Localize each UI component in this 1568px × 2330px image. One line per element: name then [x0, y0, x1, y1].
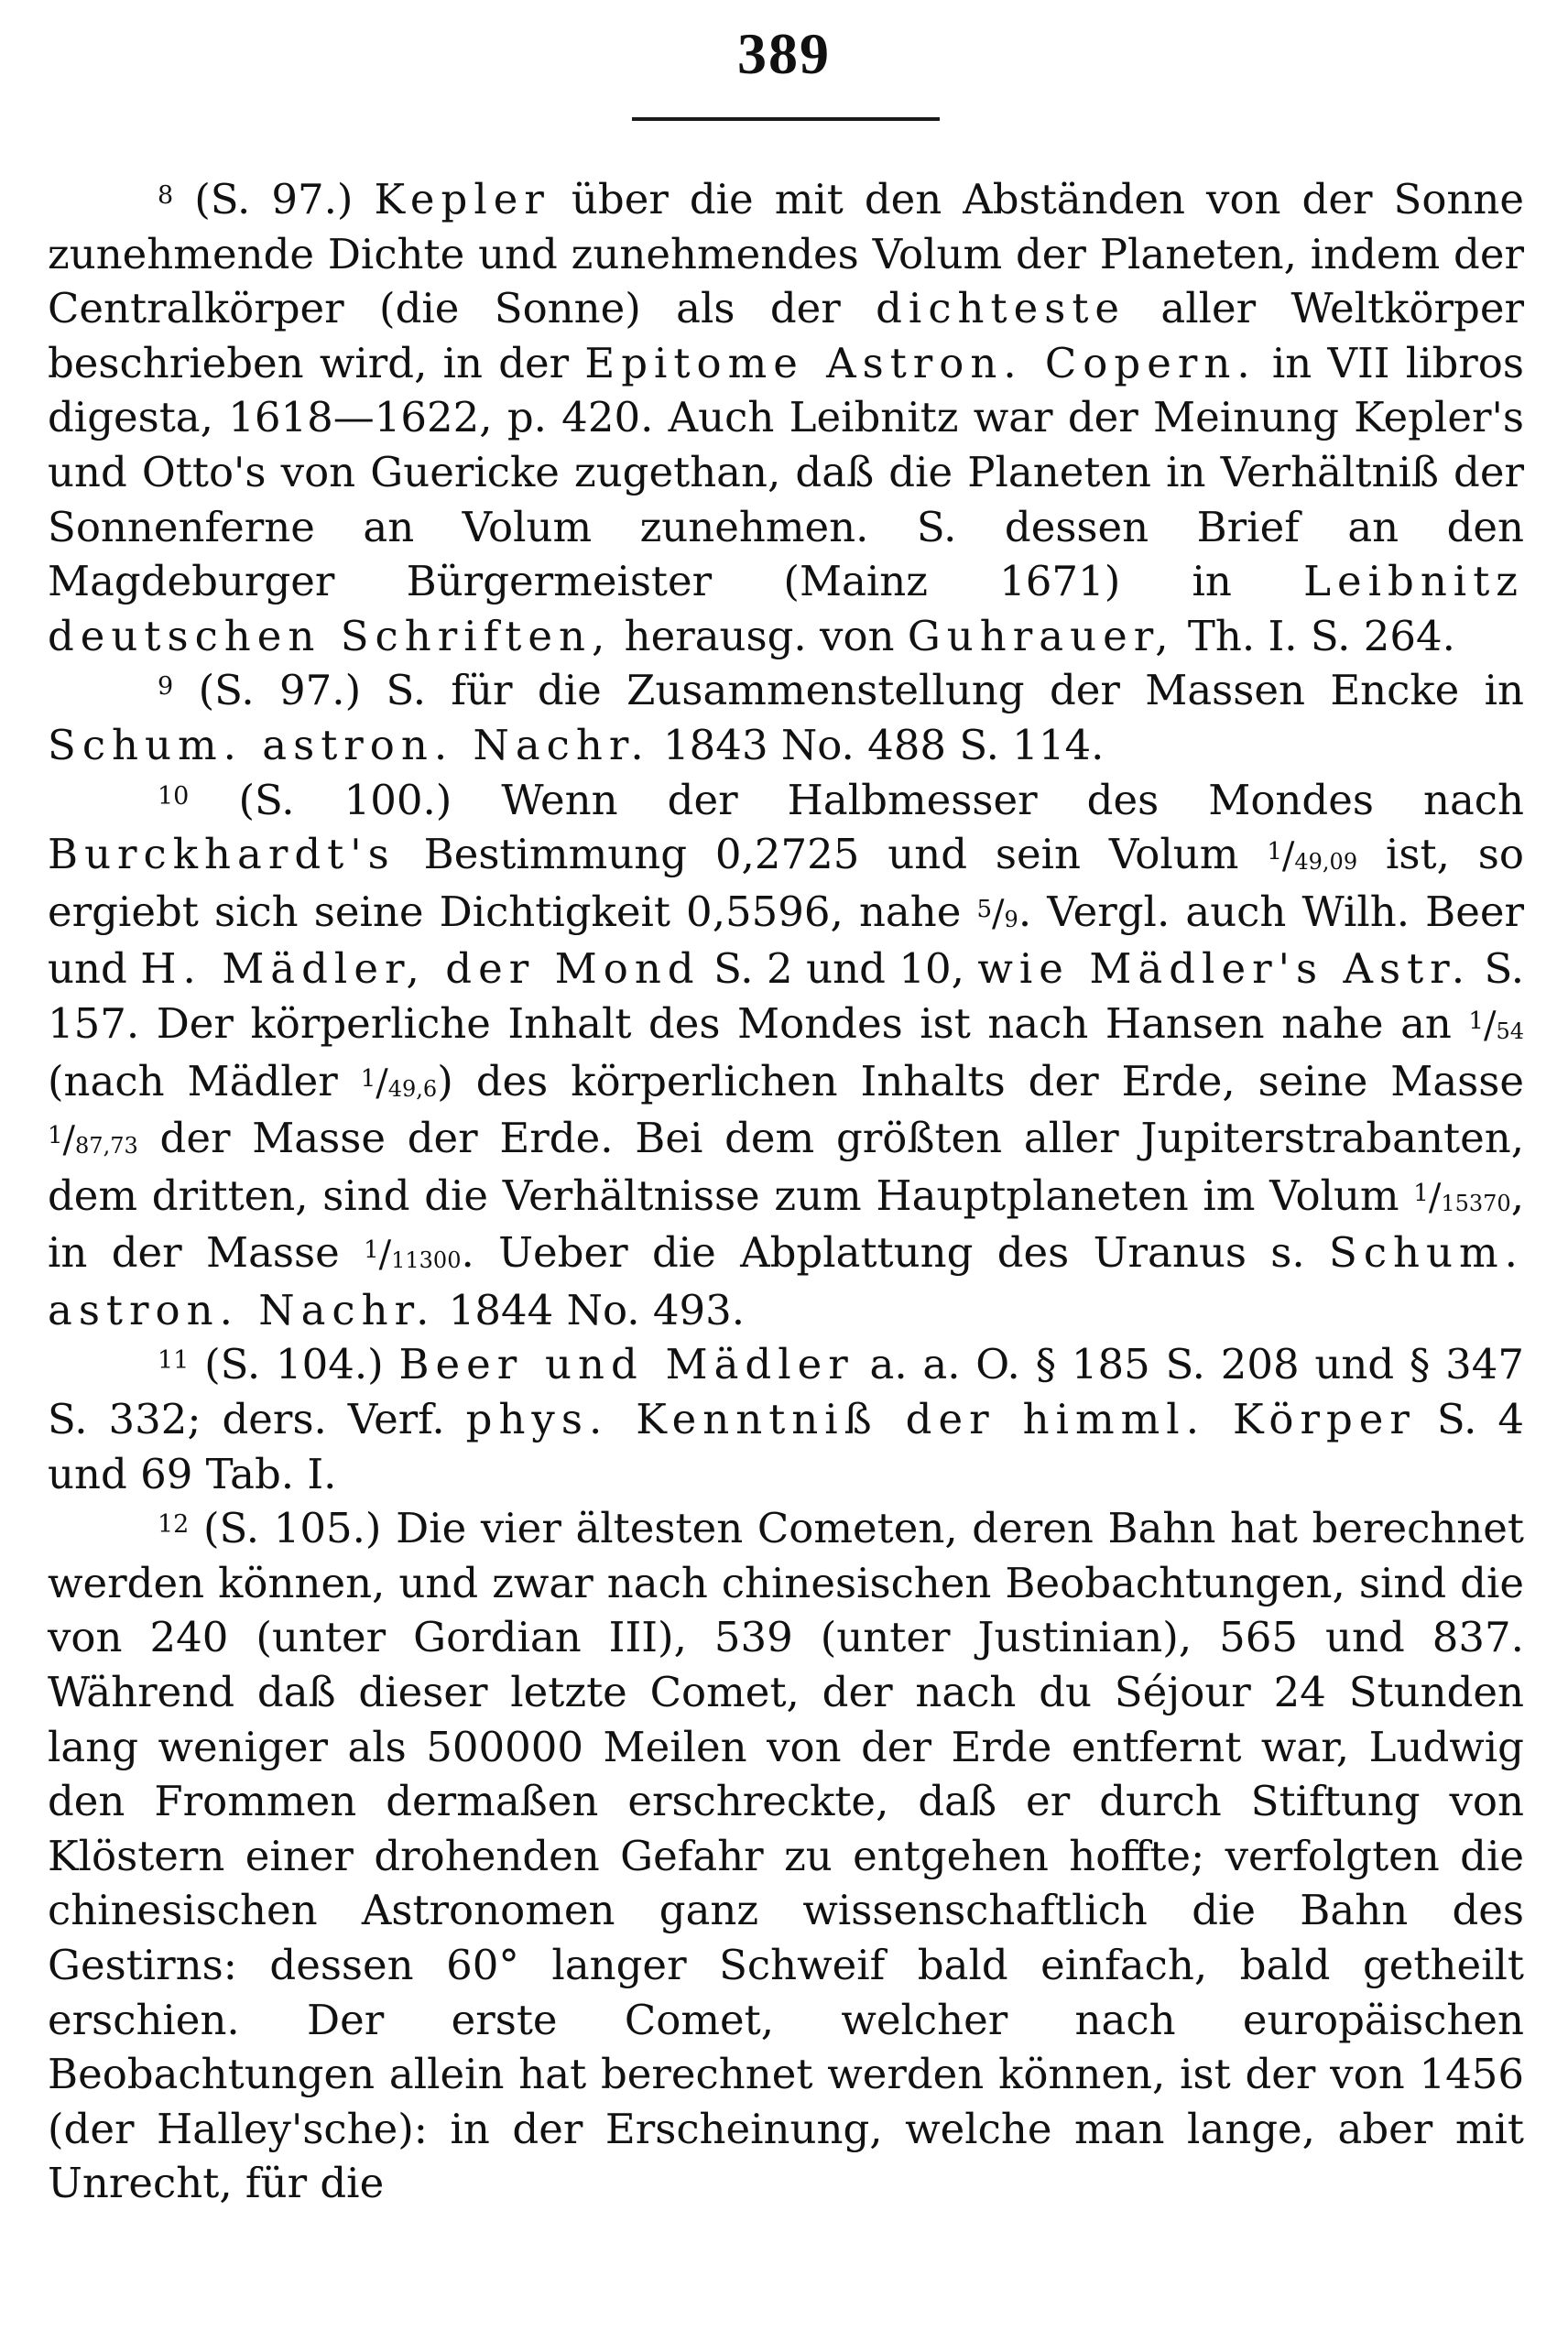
- footnote-text: der Masse der Erde. Bei dem größten aller Jupiterstrabanten, dem dritten, sind die Verhältnisse zum Hauptplaneten im Volum: [48, 1114, 1524, 1220]
- fraction: $^1$/87,73: [48, 1119, 138, 1162]
- footnote-ref: (S. 97.): [198, 666, 362, 715]
- page-number: 389: [737, 21, 831, 86]
- footnote-text: S. für die Zusammenstellung der Massen Encke in: [386, 666, 1525, 715]
- footnote-ref: (S. 105.): [203, 1504, 382, 1553]
- footnote-text: , in der Masse: [48, 1170, 1524, 1278]
- footnote-text: a. a. O. § 185 S. 208 und § 347 S. 332; ders. Verf.: [48, 1340, 1524, 1444]
- spaced-title: Leibnitz deutschen Schriften,: [48, 557, 1524, 660]
- footnotes: [48, 172, 1524, 2211]
- footnote-text: Die vier ältesten Cometen, deren Bahn hat berechnet werden können, und zwar nach chinesischen Beobachtungen, sind die von 240 (unter Gordian III), 539 (unter Justinian), 565 und 837. Während daß dieser letzte Comet, der nach du Séjour 24 Stunden lang weniger als 500000 Meilen von der Erde entfernt war, Ludwig den Frommen dermaßen erschreckte, daß er durch Stiftung von Klöstern einer drohenden Gefahr zu entgehen hoffte; verfolgten die chinesischen Astronomen ganz wissenschaftlich die Bahn des Gestirns: dessen 60° langer Schweif bald einfach, bald getheilt erschien. Der erste Comet, welcher nach europäischen Beobachtungen allein hat berechnet werden können, ist der von 1456 (der Halley'sche): in der Erscheinung, welche man lange, aber mit Unrecht, für die: [48, 1504, 1524, 2208]
- spaced-title: wie Mädler's Astr.: [977, 944, 1472, 994]
- footnote-text: Wenn der Halbmesser des Mondes nach: [501, 775, 1524, 824]
- footnote-number: 12: [158, 1510, 190, 1540]
- footnote-ref: (S. 100.): [238, 775, 452, 824]
- spaced-word: dichteste: [876, 284, 1127, 333]
- spaced-title: Epitome Astron. Copern.: [584, 338, 1257, 387]
- footnote-text: Bestimmung 0,2725 und sein Volum: [423, 830, 1239, 879]
- footnote-10: [48, 773, 1524, 1338]
- spaced-title: phys. Kenntniß der himml. Körper: [465, 1395, 1416, 1444]
- footnote-ref: (S. 104.): [204, 1340, 384, 1389]
- footnote-text: in VII libros digesta, 1618—1622, p. 420. Auch Leibnitz war der Meinung Kepler's und Otto's von Guericke zugethan, daß die Planeten in Verhältniß der Sonnenferne an Volum zunehmen. S. dessen Brief an den Magdeburger Bürgermeister (Mainz 1671) in: [48, 338, 1524, 606]
- footnote-text: 1844 No. 493.: [448, 1285, 746, 1334]
- spaced-name: Guhrauer,: [907, 611, 1175, 660]
- footnote-text: S. 157. Der körperliche Inhalt des Mondes ist nach Hansen nahe an: [48, 944, 1525, 1048]
- footnote-text: ) des körperlichen Inhalts der Erde, seine Masse: [437, 1056, 1525, 1105]
- footnote-text: und: [48, 944, 127, 994]
- fraction: $^1$/54: [1468, 1004, 1524, 1047]
- header-rule: [632, 117, 940, 121]
- spaced-name: Beer und Mädler: [398, 1340, 855, 1389]
- footnote-text: 1843 No. 488 S. 114.: [663, 720, 1105, 769]
- fraction: $^1$/49,6: [360, 1062, 438, 1105]
- spaced-title: Schum. astron. Nachr.: [48, 1228, 1524, 1334]
- footnote-text: herausg. von: [624, 611, 895, 660]
- footnote-number: 9: [158, 672, 174, 702]
- footnote-8: [48, 172, 1524, 663]
- footnote-text: (nach Mädler: [48, 1056, 338, 1105]
- footnote-text: über die mit den Abständen von der Sonne zunehmende Dichte und zunehmendes Volum der Planeten, indem der Centralkörper (die Sonne) als der: [48, 175, 1525, 333]
- footnote-text: ist, so ergiebt sich seine Dichtigkeit 0,5596, nahe: [48, 830, 1524, 936]
- footnote-text: . Ueber die Abplattung des Uranus s.: [461, 1228, 1305, 1278]
- footnote-number: 10: [158, 781, 190, 811]
- footnote-number: 8: [158, 181, 174, 210]
- spaced-title: Schum. astron. Nachr.: [48, 720, 650, 769]
- footnote-11: [48, 1337, 1524, 1501]
- footnote-ref: (S. 97.): [194, 175, 354, 223]
- spaced-title: H. Mädler, der Mond: [140, 944, 701, 994]
- footnote-12: [48, 1501, 1524, 2211]
- footnote-9: [48, 663, 1524, 772]
- spaced-name: Burckhardt's: [48, 830, 396, 879]
- spaced-name: Kepler: [374, 175, 550, 223]
- footnote-text: S. 2 und 10,: [713, 944, 964, 994]
- fraction: $^1$/11300: [364, 1234, 462, 1277]
- footnote-text: aller Weltkörper beschrieben wird, in der: [48, 284, 1524, 387]
- footnote-text: . Vergl. auch: [1018, 887, 1287, 936]
- footnote-text: Wilh. Beer: [1301, 887, 1524, 936]
- fraction: $^5$/9: [976, 892, 1018, 935]
- fraction: $^1$/15370: [1413, 1176, 1511, 1219]
- fraction: $^1$/49,09: [1267, 835, 1358, 878]
- footnote-text: S. 4 und 69 Tab. I.: [48, 1395, 1525, 1498]
- footnote-number: 11: [158, 1346, 190, 1376]
- footnote-text: Th. I. S. 264.: [1187, 611, 1455, 660]
